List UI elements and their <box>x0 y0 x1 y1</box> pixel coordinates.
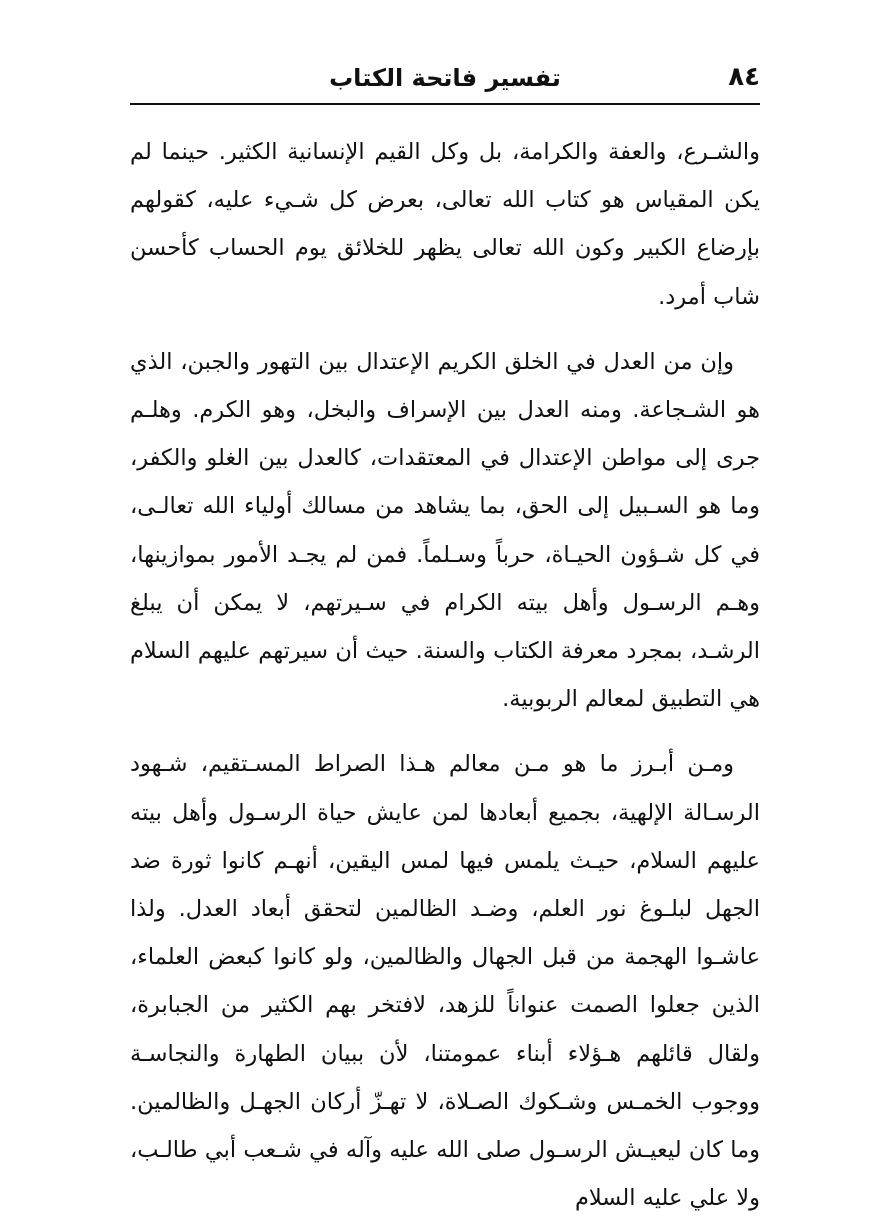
paragraph: وإن من العدل في الخلق الكريم الإعتدال بين التهور والجبن، الذي هو الشـجاعة. ومنه العدل بين الإسراف والبخل، وهو الكرم. وهلـم جرى إلى مواطن الإعتدال في المعتقدات، كالعدل بين الغلو والكفر، وما هو السـبيل إلى الحق، بما يشاهد من مسالك أولياء الله تعالـى، في كل شـؤون الحيـاة، حرباً وسـلماً. فمن لم يجـد الأمور بموازينها، وهـم الرسـول وأهل بيته الكرام في سـيرتهم، لا يمكن أن يبلغ الرشـد، بمجرد معرفة الكتاب والسنة. حيث أن سيرتهم عليهم السلام هي التطبيق لمعالم الربوبية. <box>130 348 760 713</box>
paragraph: ومـن أبـرز ما هو مـن معالم هـذا الصراط المسـتقيم، شـهود الرسـالة الإلهية، بجميع أبعادها لمن عايش حياة الرسـول وأهل بيته عليهم السلام، حيـث يلمس فيها لمس اليقين، أنهـم كانوا ثورة ضد الجهل لبلـوغ نور العلم، وضـد الظالمين لتحقق أبعاد العدل. ولذا عاشـوا الهجمة من قبل الجهال والظالمين، ولو كانوا كبعض العلماء، الذين جعلوا الصمت عنواناً للزهد، لافتخر بهم الكثير من الجبابرة، ولقال قائلهم هـؤلاء أبناء عمومتنا، لأن ببيان الطهارة والنجاسـة ووجوب الخمـس وشـكوك الصـلاة، لا تهـزّ أركان الجهـل والظالمين. وما كان ليعيـش الرسـول صلى الله عليه وآله في شـعب أبي طالـب، ولا علي عليه السلام <box>130 751 760 1212</box>
page-header <box>130 58 760 102</box>
body-text <box>130 128 760 1222</box>
paragraph: والشـرع، والعفة والكرامة، بل وكل القيم الإنسانية الكثير. حينما لم يكن المقياس هو كتاب الله تعالى، بعرض كل شـيء عليه، كقولهم بإرضاع الكبير وكون الله تعالى يظهر للخلائق يوم الحساب كأحسن شاب أمرد. <box>130 139 760 310</box>
running-title: تفسير فاتحة الكتاب <box>329 64 561 92</box>
page-number: ٨٤ <box>728 62 760 92</box>
header-divider <box>130 103 760 105</box>
